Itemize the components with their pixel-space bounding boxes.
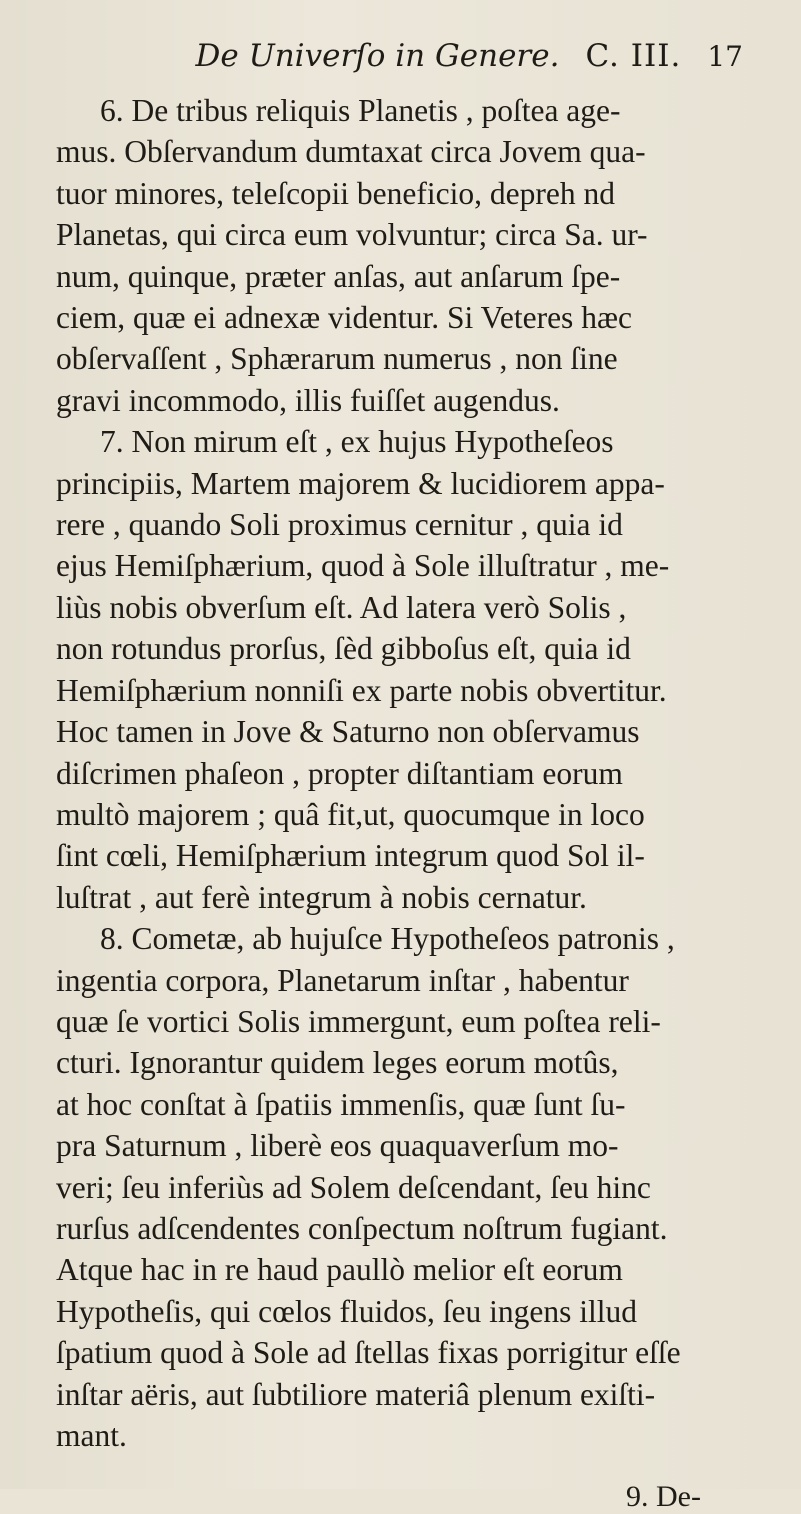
- text-line: gravi incommodo, illis fuiſſet augendus.: [56, 382, 560, 418]
- text-line: Hemiſphærium nonniſi ex parte nobis obvertitur.: [56, 672, 667, 708]
- text-line: cturi. Ignorantur quidem leges eorum motûs,: [56, 1045, 619, 1081]
- text-line: 8. Cometæ, ab hujuſce Hypotheſeos patronis ,: [100, 921, 675, 957]
- text-line: Hoc tamen in Jove & Saturno non obſervamus: [56, 714, 640, 750]
- text-line: ciem, quæ ei adnexæ videntur. Si Veteres hæc: [56, 300, 632, 336]
- text-line: obſervaſſent , Sphærarum numerus , non ſine: [56, 341, 618, 377]
- text-line: ejus Hemiſphærium, quod à Sole illuſtratur , me-: [56, 548, 670, 584]
- text-line: mant.: [56, 1418, 127, 1453]
- text-line: tuor minores, teleſcopii beneficio, depreh nd: [56, 175, 615, 211]
- text-line: 7. Non mirum eſt , ex hujus Hypotheſeos: [100, 424, 614, 460]
- text-line: Hypotheſis, qui cœlos fluidos, ſeu ingens illud: [56, 1293, 637, 1329]
- text-line: inſtar aëris, aut ſubtiliore materiâ plenum exiſti-: [56, 1376, 656, 1412]
- text-line: multò majorem ; quâ fit,ut, quocumque in loco: [56, 796, 645, 832]
- text-line: pra Saturnum , liberè eos quaquaverſum mo-: [56, 1128, 619, 1164]
- text-line: quæ ſe vortici Solis immergunt, eum poſtea reli-: [56, 1003, 661, 1039]
- paragraph-7: [56, 421, 761, 918]
- text-line: ſpatium quod à Sole ad ſtellas fixas porrigitur eſſe: [56, 1335, 681, 1371]
- text-line: principiis, Martem majorem & lucidiorem appa-: [56, 465, 665, 501]
- running-title: De Univerſo in Genere.: [195, 38, 560, 74]
- text-line: ingentia corpora, Planetarum inſtar , habentur: [56, 962, 629, 998]
- text-line: diſcrimen phaſeon , propter diſtantiam eorum: [56, 755, 623, 791]
- paragraph-8: [56, 918, 761, 1456]
- text-line: 6. De tribus reliquis Planetis , poſtea age-: [100, 93, 621, 128]
- text-line: rere , quando Soli proximus cernitur , quia id: [56, 507, 623, 543]
- text-line: liùs nobis obverſum eſt. Ad latera verò Solis ,: [56, 589, 627, 625]
- paragraph-6: [56, 90, 761, 421]
- body-text: [56, 90, 761, 1456]
- page-number: 17: [707, 40, 743, 73]
- text-line: luſtrat , aut ferè integrum à nobis cernatur.: [56, 879, 587, 915]
- text-line: mus. Obſervandum dumtaxat circa Jovem qua-: [56, 134, 646, 170]
- chapter-number: C. III.: [585, 38, 682, 74]
- text-line: non rotundus prorſus, ſèd gibboſus eſt, quia id: [56, 631, 631, 667]
- running-header: [56, 38, 761, 90]
- text-line: num, quinque, præter anſas, aut anſarum ſpe-: [56, 258, 621, 294]
- text-line: Planetas, qui circa eum volvuntur; circa Sa. ur-: [56, 217, 648, 253]
- text-line: Atque hac in re haud paullò melior eſt eorum: [56, 1252, 623, 1288]
- text-line: at hoc conſtat à ſpatiis immenſis, quæ ſunt ſu-: [56, 1086, 626, 1122]
- catchword: 9. De-: [626, 1480, 701, 1514]
- text-line: rurſus adſcendentes conſpectum noſtrum fugiant.: [56, 1210, 668, 1246]
- text-line: veri; ſeu inferiùs ad Solem deſcendant, ſeu hinc: [56, 1169, 651, 1205]
- text-line: ſint cœli, Hemiſphærium integrum quod Sol il-: [56, 838, 645, 874]
